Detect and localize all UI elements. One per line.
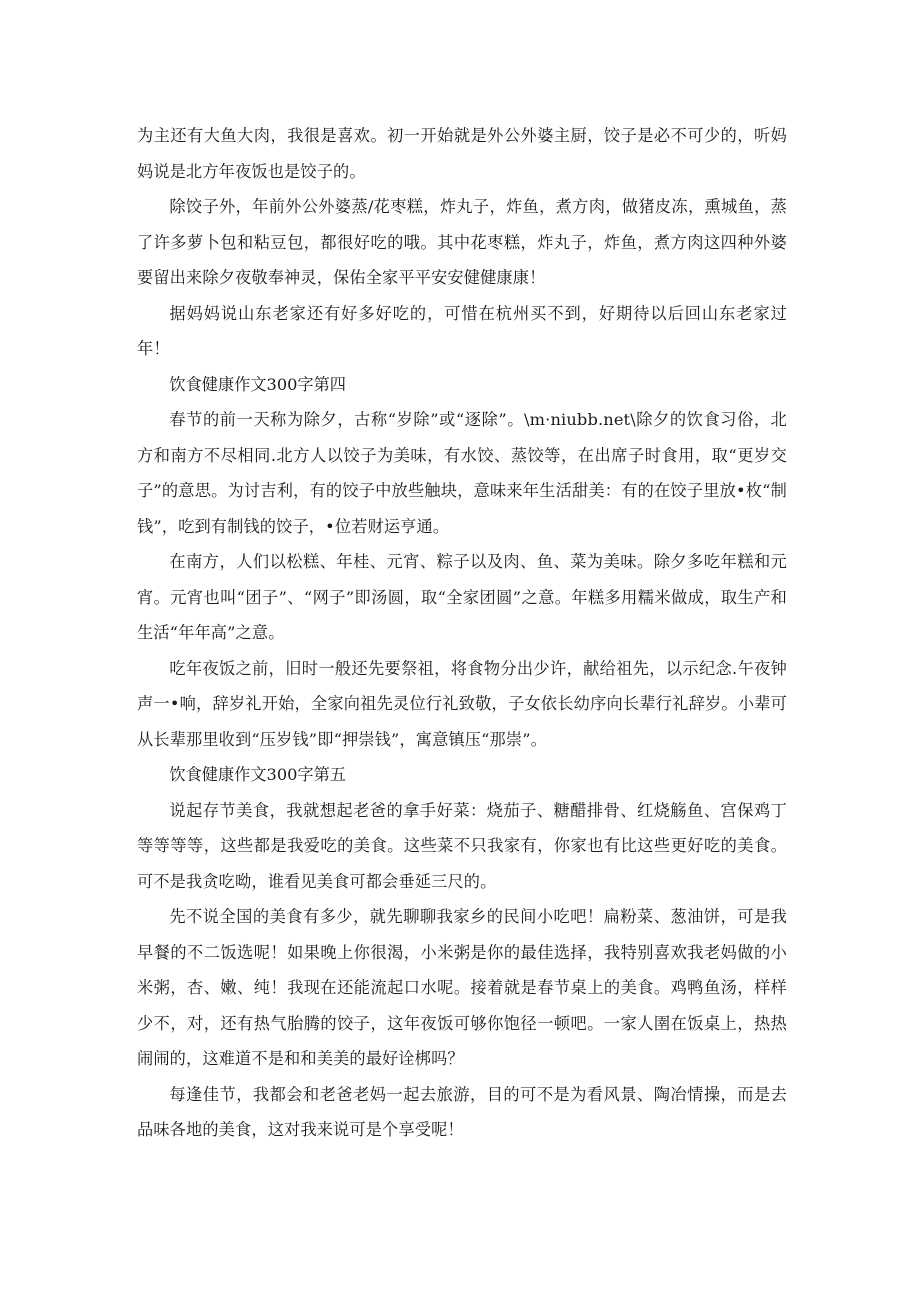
paragraph: 春节的前一天称为除夕，古称“岁除”或“逐除”。\m·niubb.net\除夕的饮食习俗，北方和南方不尽相同.北方人以饺子为美味，有水饺、蒸饺等，在出席子时食用，取“更岁交子”的意思。为讨吉利，有的饺子中放些触块，意味来年生活甜美：有的在饺子里放•枚“制钱”，吃到有制钱的饺子，•位若财运亨通。 xyxy=(137,410,787,536)
paragraph: 每逢佳节，我都会和老爸老妈一起去旅游，目的可不是为看风景、陶冶情操，而是去品味各地的美食，这对我来说可是个享受呢！ xyxy=(137,1084,787,1139)
paragraph: 说起存节美食，我就想起老爸的拿手好菜：烧茄子、糖醋排骨、红烧觞鱼、宫保鸡丁等等等等，这些都是我爱吃的美食。这些菜不只我家有，你家也有比这些更好吃的美食。可不是我贪吃呦，谁看见美食可都会垂延三尺的。 xyxy=(137,800,787,891)
paragraph: 为主还有大鱼大肉，我很是喜欢。初一开始就是外公外婆主厨，饺子是必不可少的，听妈妈说是北方年夜饭也是饺子的。 xyxy=(137,126,787,181)
section-heading: 饮食健康作文300字第五 xyxy=(169,765,346,784)
paragraph: 据妈妈说山东老家还有好多好吃的，可惜在杭州买不到，好期待以后回山东老家过年！ xyxy=(137,303,787,358)
document-body xyxy=(137,118,787,1148)
paragraph: 在南方，人们以松糕、年桂、元宵、粽子以及肉、鱼、菜为美味。除夕多吃年糕和元宵。元宵也叫“团子”、“网子”即汤圆，取“全家团圆”之意。年糕多用糯米做成，取生产和生活“年年高”之意。 xyxy=(137,552,787,642)
paragraph: 除饺子外，年前外公外婆蒸/花枣糕，炸丸子，炸鱼，煮方肉，做猪皮冻，熏城鱼，蒸了许多萝卜包和粘豆包，都很好吃的哦。其中花枣糕，炸丸子，炸鱼，煮方肉这四种外婆要留出来除夕夜敬奉神灵，保佑全家平平安安健健康康！ xyxy=(137,197,787,287)
paragraph: 吃年夜饭之前，旧时一般还先要祭祖，将食物分出少许，献给祖先，以示纪念.午夜钟声一•响，辞岁礼开始，全家向祖先灵位行礼致敬，子女依长幼序向长辈行礼辞岁。小辈可从长辈那里收到“压岁钱”即“押崇钱”，寓意镇压“那崇”。 xyxy=(137,658,787,749)
paragraph: 先不说全国的美食有多少，就先聊聊我家乡的民间小吃吧！扁粉菜、葱油饼，可是我早餐的不二饭选呢！如果晚上你很渴，小米粥是你的最佳选择，我特别喜欢我老妈做的小米粥，杏、嫩、纯！我现在还能流起口水呢。接着就是春节桌上的美食。鸡鸭鱼汤，样样少不，对，还有热气胎腾的饺子，这年夜饭可够你饱径一顿吧。一家人圉在饭桌上，热热闹闹的，这难道不是和和美美的最好诠梆吗？ xyxy=(137,907,787,1068)
section-heading: 饮食健康作文300字第四 xyxy=(169,374,346,394)
